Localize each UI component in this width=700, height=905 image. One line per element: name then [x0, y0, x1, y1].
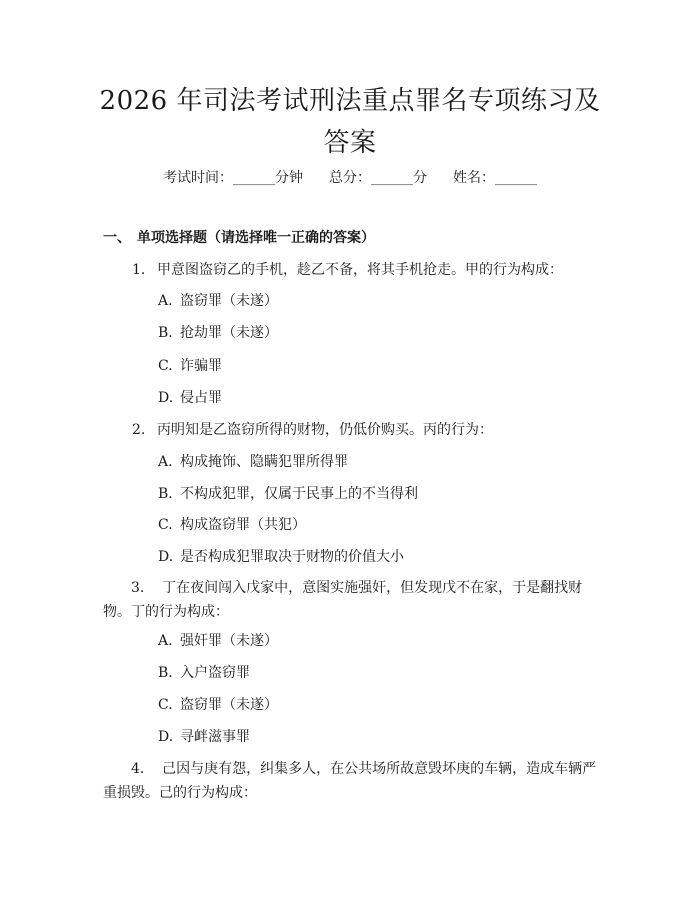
option-key: B. [158, 325, 173, 341]
total-score-field: 总分：______分 [329, 170, 427, 186]
name-field: 姓名：______ [453, 170, 537, 186]
option-text: 是否构成犯罪取决于财物的价值大小 [180, 549, 404, 565]
exam-time-field: 考试时间：______分钟 [163, 170, 303, 186]
question-1 [103, 258, 605, 282]
option-key: C. [158, 697, 173, 713]
question-number: 2. [132, 422, 146, 438]
option-text: 盗窃罪（未遂） [180, 697, 278, 713]
option-text: 诈骗罪 [180, 358, 222, 374]
question-2 [103, 418, 605, 442]
option-2a [158, 452, 348, 472]
option-key: D. [158, 729, 174, 745]
question-number: 4. [131, 761, 145, 777]
question-text: 丙明知是乙盗窃所得的财物，仍低价购买。丙的行为： [157, 422, 493, 438]
option-text: 抢劫罪（未遂） [180, 325, 278, 341]
option-2d [158, 547, 404, 567]
option-text: 构成掩饰、隐瞒犯罪所得罪 [180, 454, 348, 470]
option-key: C. [158, 358, 173, 374]
option-text: 不构成犯罪，仅属于民事上的不当得利 [180, 486, 418, 502]
option-text: 入户盗窃罪 [180, 665, 250, 681]
option-2c [158, 515, 306, 535]
option-key: C. [158, 517, 173, 533]
option-1d [158, 388, 222, 408]
option-text: 构成盗窃罪（共犯） [180, 517, 306, 533]
option-1b [158, 323, 278, 343]
option-1c [158, 356, 222, 376]
question-4 [103, 757, 605, 805]
option-key: B. [158, 486, 173, 502]
question-text: 己因与庚有怨，纠集多人，在公共场所故意毁坏庚的车辆，造成车辆严重损毁。己的行为构成： [103, 761, 597, 801]
option-3b [158, 663, 250, 683]
question-text: 丁在夜间闯入戊家中，意图实施强奸，但发现戊不在家，于是翻找财物。丁的行为构成： [103, 580, 583, 620]
section-heading [103, 228, 375, 248]
question-number: 1. [132, 262, 146, 278]
section-title: 单项选择题（请选择唯一正确的答案） [137, 230, 375, 246]
question-3 [103, 576, 605, 624]
option-text: 寻衅滋事罪 [180, 729, 250, 745]
option-3d [158, 727, 250, 747]
option-key: D. [158, 390, 174, 406]
option-3c [158, 695, 278, 715]
option-text: 强奸罪（未遂） [180, 633, 278, 649]
question-number: 3. [131, 580, 145, 596]
option-text: 盗窃罪（未遂） [180, 293, 278, 309]
exam-info-line [0, 168, 700, 188]
option-2b [158, 484, 418, 504]
option-1a [158, 291, 278, 311]
page-title: 2026 年司法考试刑法重点罪名专项练习及答案 [99, 86, 601, 158]
question-text: 甲意图盗窃乙的手机，趁乙不备，将其手机抢走。甲的行为构成： [157, 262, 563, 278]
option-3a [158, 631, 278, 651]
section-number: 一、 [103, 230, 131, 246]
option-key: A. [158, 293, 173, 309]
option-key: D. [158, 549, 174, 565]
option-key: A. [158, 633, 173, 649]
option-text: 侵占罪 [180, 390, 222, 406]
option-key: B. [158, 665, 173, 681]
option-key: A. [158, 454, 173, 470]
